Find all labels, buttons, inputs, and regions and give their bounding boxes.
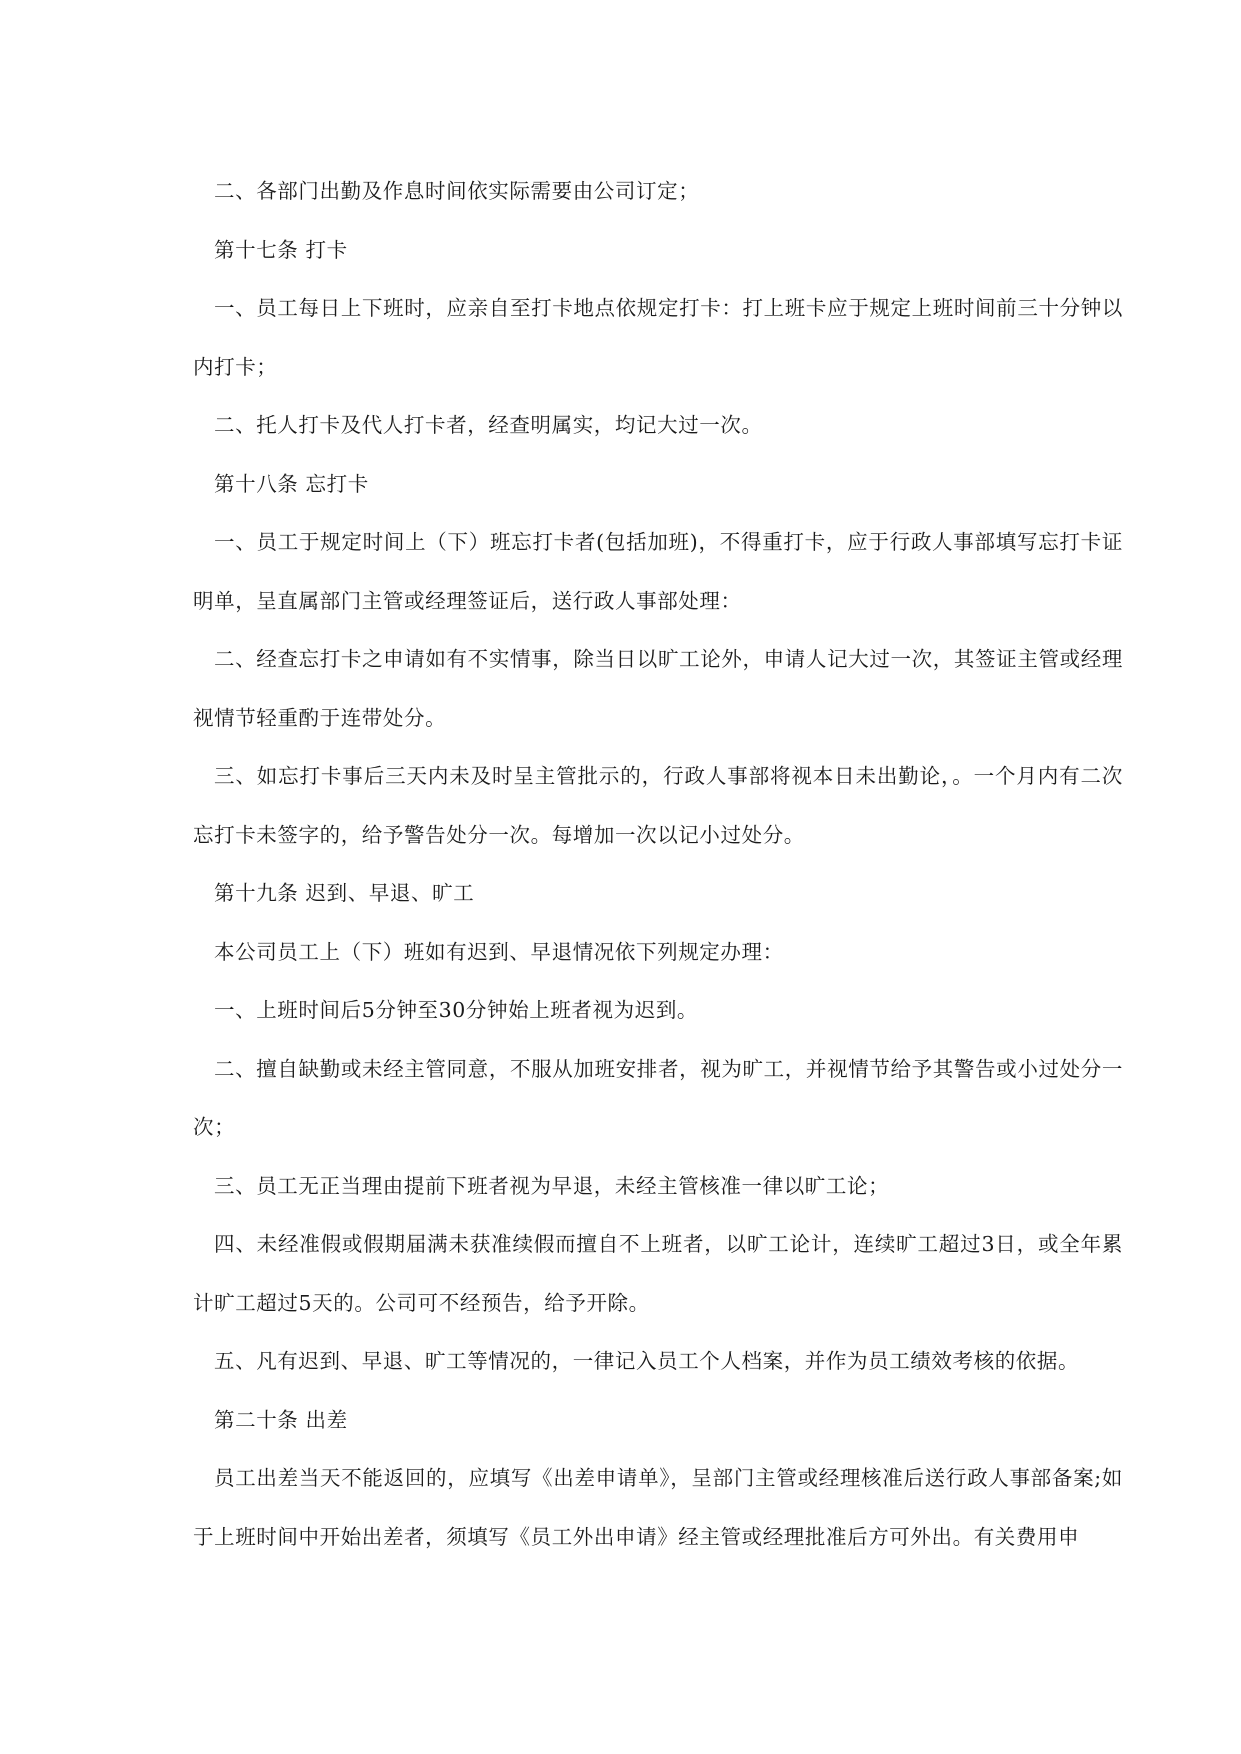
- article-17-heading: 第十七条 打卡: [214, 237, 348, 262]
- article-19-heading: 第十九条 迟到、早退、旷工: [214, 881, 475, 905]
- paragraph-attendance-schedule: 二、各部门出勤及作息时间依实际需要由公司订定；: [214, 179, 700, 203]
- article-20-heading: 第二十条 出差: [214, 1407, 348, 1432]
- paragraph-early-leave: 三、员工无正当理由提前下班者视为早退，未经主管核准一律以旷工论；: [214, 1173, 890, 1198]
- paragraph-late-approval: 三、如忘打卡事后三天内未及时呈主管批示的，行政人事部将视本日未出勤论，。一个月内有二次忘打卡未签字的，给予警告处分一次。每增加一次以记小过处分。: [193, 764, 1123, 847]
- paragraph-late-definition: 一、上班时间后5分钟至30分钟始上班者视为迟到。: [214, 998, 699, 1022]
- paragraph-false-claim: 二、经查忘打卡之申请如有不实情事，除当日以旷工论外，申请人记大过一次，其签证主管或经理视情节轻重酌于连带处分。: [193, 647, 1123, 730]
- paragraph-forgot-punch: 一、员工于规定时间上（下）班忘打卡者(包括加班)，不得重打卡，应于行政人事部填写忘打卡证明单，呈直属部门主管或经理签证后，送行政人事部处理：: [193, 530, 1123, 613]
- paragraph-unauthorized-leave: 四、未经准假或假期届满未获准续假而擅自不上班者，以旷工论计，连续旷工超过3日，或全年累计旷工超过5天的。公司可不经预告，给予开除。: [193, 1232, 1123, 1315]
- article-18-heading: 第十八条 忘打卡: [214, 471, 369, 496]
- paragraph-absence-definition: 二、擅自缺勤或未经主管同意，不服从加班安排者，视为旷工，并视情节给予其警告或小过处分一次；: [193, 1056, 1123, 1139]
- paragraph-record-file: 五、凡有迟到、早退、旷工等情况的，一律记入员工个人档案，并作为员工绩效考核的依据。: [214, 1349, 1080, 1373]
- paragraph-proxy-punch: 二、托人打卡及代人打卡者，经查明属实，均记大过一次。: [214, 413, 763, 437]
- paragraph-lateness-intro: 本公司员工上（下）班如有迟到、早退情况依下列规定办理：: [214, 939, 784, 964]
- document-body: [193, 162, 1123, 1566]
- paragraph-punch-in-rule: 一、员工每日上下班时，应亲自至打卡地点依规定打卡：打上班卡应于规定上班时间前三十分钟以内打卡；: [193, 296, 1123, 379]
- paragraph-business-trip: 员工出差当天不能返回的，应填写《出差申请单》，呈部门主管或经理核准后送行政人事部备案;如于上班时间中开始出差者，须填写《员工外出申请》经主管或经理批准后方可外出。有关费用申: [193, 1466, 1123, 1549]
